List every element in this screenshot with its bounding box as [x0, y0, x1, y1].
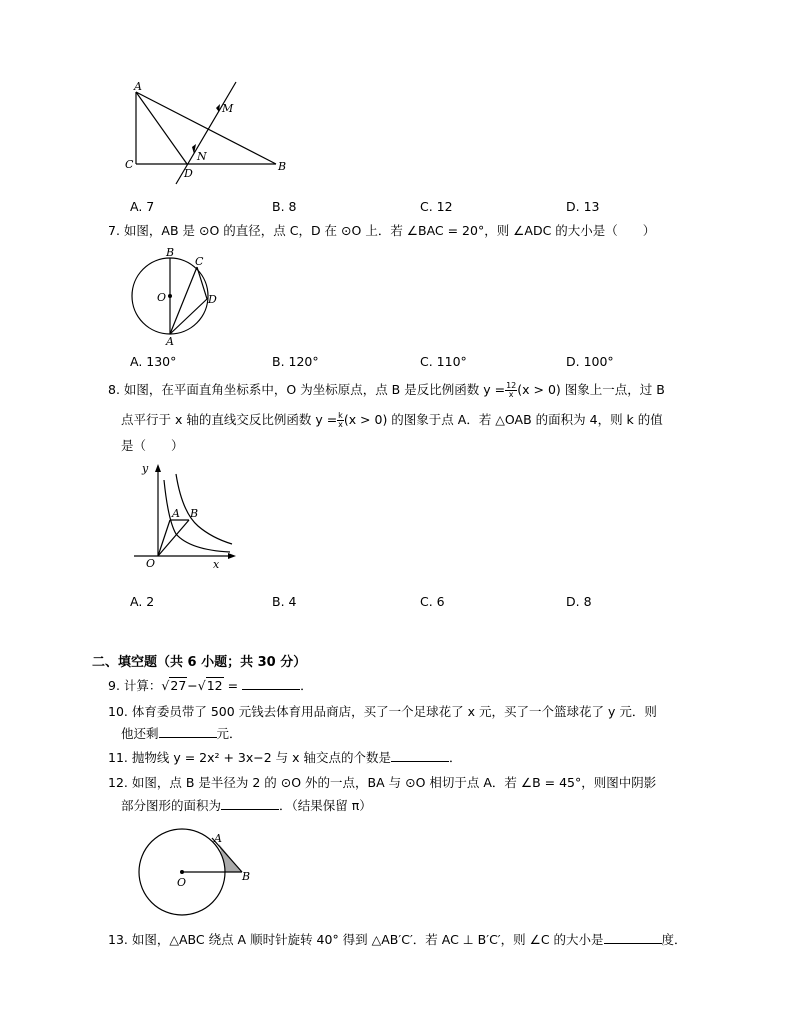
figure-q7: [126, 246, 226, 346]
figure-q12: [134, 824, 264, 924]
q8-line3: 是（ ）: [121, 438, 184, 453]
q9-text: 9. 计算：√27−√12 = ．: [108, 678, 313, 693]
answer-blank[interactable]: [391, 749, 449, 762]
q8-line1: 8. 如图，在平面直角坐标系中，O 为坐标原点，点 B 是反比例函数 y = $\frac{12}{x}$ (x > 0) 图象上一点，过 B: [108, 381, 665, 399]
q7-option-b[interactable]: B. 120°: [272, 354, 319, 369]
q6-option-a[interactable]: A. 7: [130, 199, 155, 214]
q8-option-b[interactable]: B. 4: [272, 594, 297, 609]
q10-line1: 10. 体育委员带了 500 元钱去体育用品商店，买了一个足球花了 x 元，买了一个篮球花了 y 元．则: [108, 704, 657, 719]
q12-line1: 12. 如图，点 B 是半径为 2 的 ⊙O 外的一点，BA 与 ⊙O 相切于点 A．若 ∠B = 45°，则图中阴影: [108, 775, 657, 790]
label-D: D: [184, 167, 193, 180]
q11-text: 11. 抛物线 y = 2x² + 3x−2 与 x 轴交点的个数是 ．: [108, 750, 462, 765]
q8-option-a[interactable]: A. 2: [130, 594, 155, 609]
label-A: A: [166, 335, 174, 346]
q13-text: 13. 如图，△ABC 绕点 A 顺时针旋转 40° 得到 △AB′C′．若 AC ⊥ B′C′，则 ∠C 的大小是 度．: [108, 932, 687, 947]
q6-option-b[interactable]: B. 8: [272, 199, 297, 214]
label-O: O: [146, 557, 156, 570]
q8-line2: 点平行于 x 轴的直线交反比例函数 y = $\frac{k}{x}$ (x > 0) 的图象于点 A．若 △OAB 的面积为 4，则 k 的值: [121, 411, 663, 429]
label-B: B: [190, 507, 199, 520]
q7-option-a[interactable]: A. 130°: [130, 354, 177, 369]
q7-option-d[interactable]: D. 100°: [566, 354, 614, 369]
q6-option-c[interactable]: C. 12: [420, 199, 453, 214]
figure-q6: [120, 78, 300, 188]
label-M: M: [222, 102, 234, 115]
label-B: B: [166, 246, 175, 259]
label-B: B: [242, 870, 251, 883]
q7-text: 7. 如图，AB 是 ⊙O 的直径，点 C，D 在 ⊙O 上．若 ∠BAC = 20°，则 ∠ADC 的大小是（ ）: [108, 223, 656, 238]
q8-option-d[interactable]: D. 8: [566, 594, 592, 609]
label-A: A: [134, 80, 142, 93]
q10-line2: 他还剩 元．: [121, 726, 242, 741]
label-y: y: [142, 462, 149, 475]
label-A: A: [214, 832, 222, 845]
label-B: B: [278, 160, 287, 173]
answer-blank[interactable]: [604, 931, 662, 944]
label-N: N: [197, 150, 207, 163]
label-O: O: [157, 291, 167, 304]
q8-option-c[interactable]: C. 6: [420, 594, 445, 609]
label-A: A: [172, 507, 180, 520]
figure-q8: [130, 460, 240, 572]
label-x: x: [213, 558, 220, 571]
label-C: C: [195, 255, 204, 268]
section-title: 二、填空题（共 6 小题；共 30 分）: [92, 655, 307, 670]
answer-blank[interactable]: [242, 677, 300, 690]
answer-blank[interactable]: [221, 797, 279, 810]
q6-option-d[interactable]: D. 13: [566, 199, 600, 214]
label-C: C: [125, 158, 134, 171]
label-D: D: [208, 293, 217, 306]
label-O: O: [177, 876, 187, 889]
q7-option-c[interactable]: C. 110°: [420, 354, 467, 369]
answer-blank[interactable]: [159, 725, 217, 738]
q12-line2: 部分图形的面积为 ．（结果保留 π）: [121, 798, 372, 813]
